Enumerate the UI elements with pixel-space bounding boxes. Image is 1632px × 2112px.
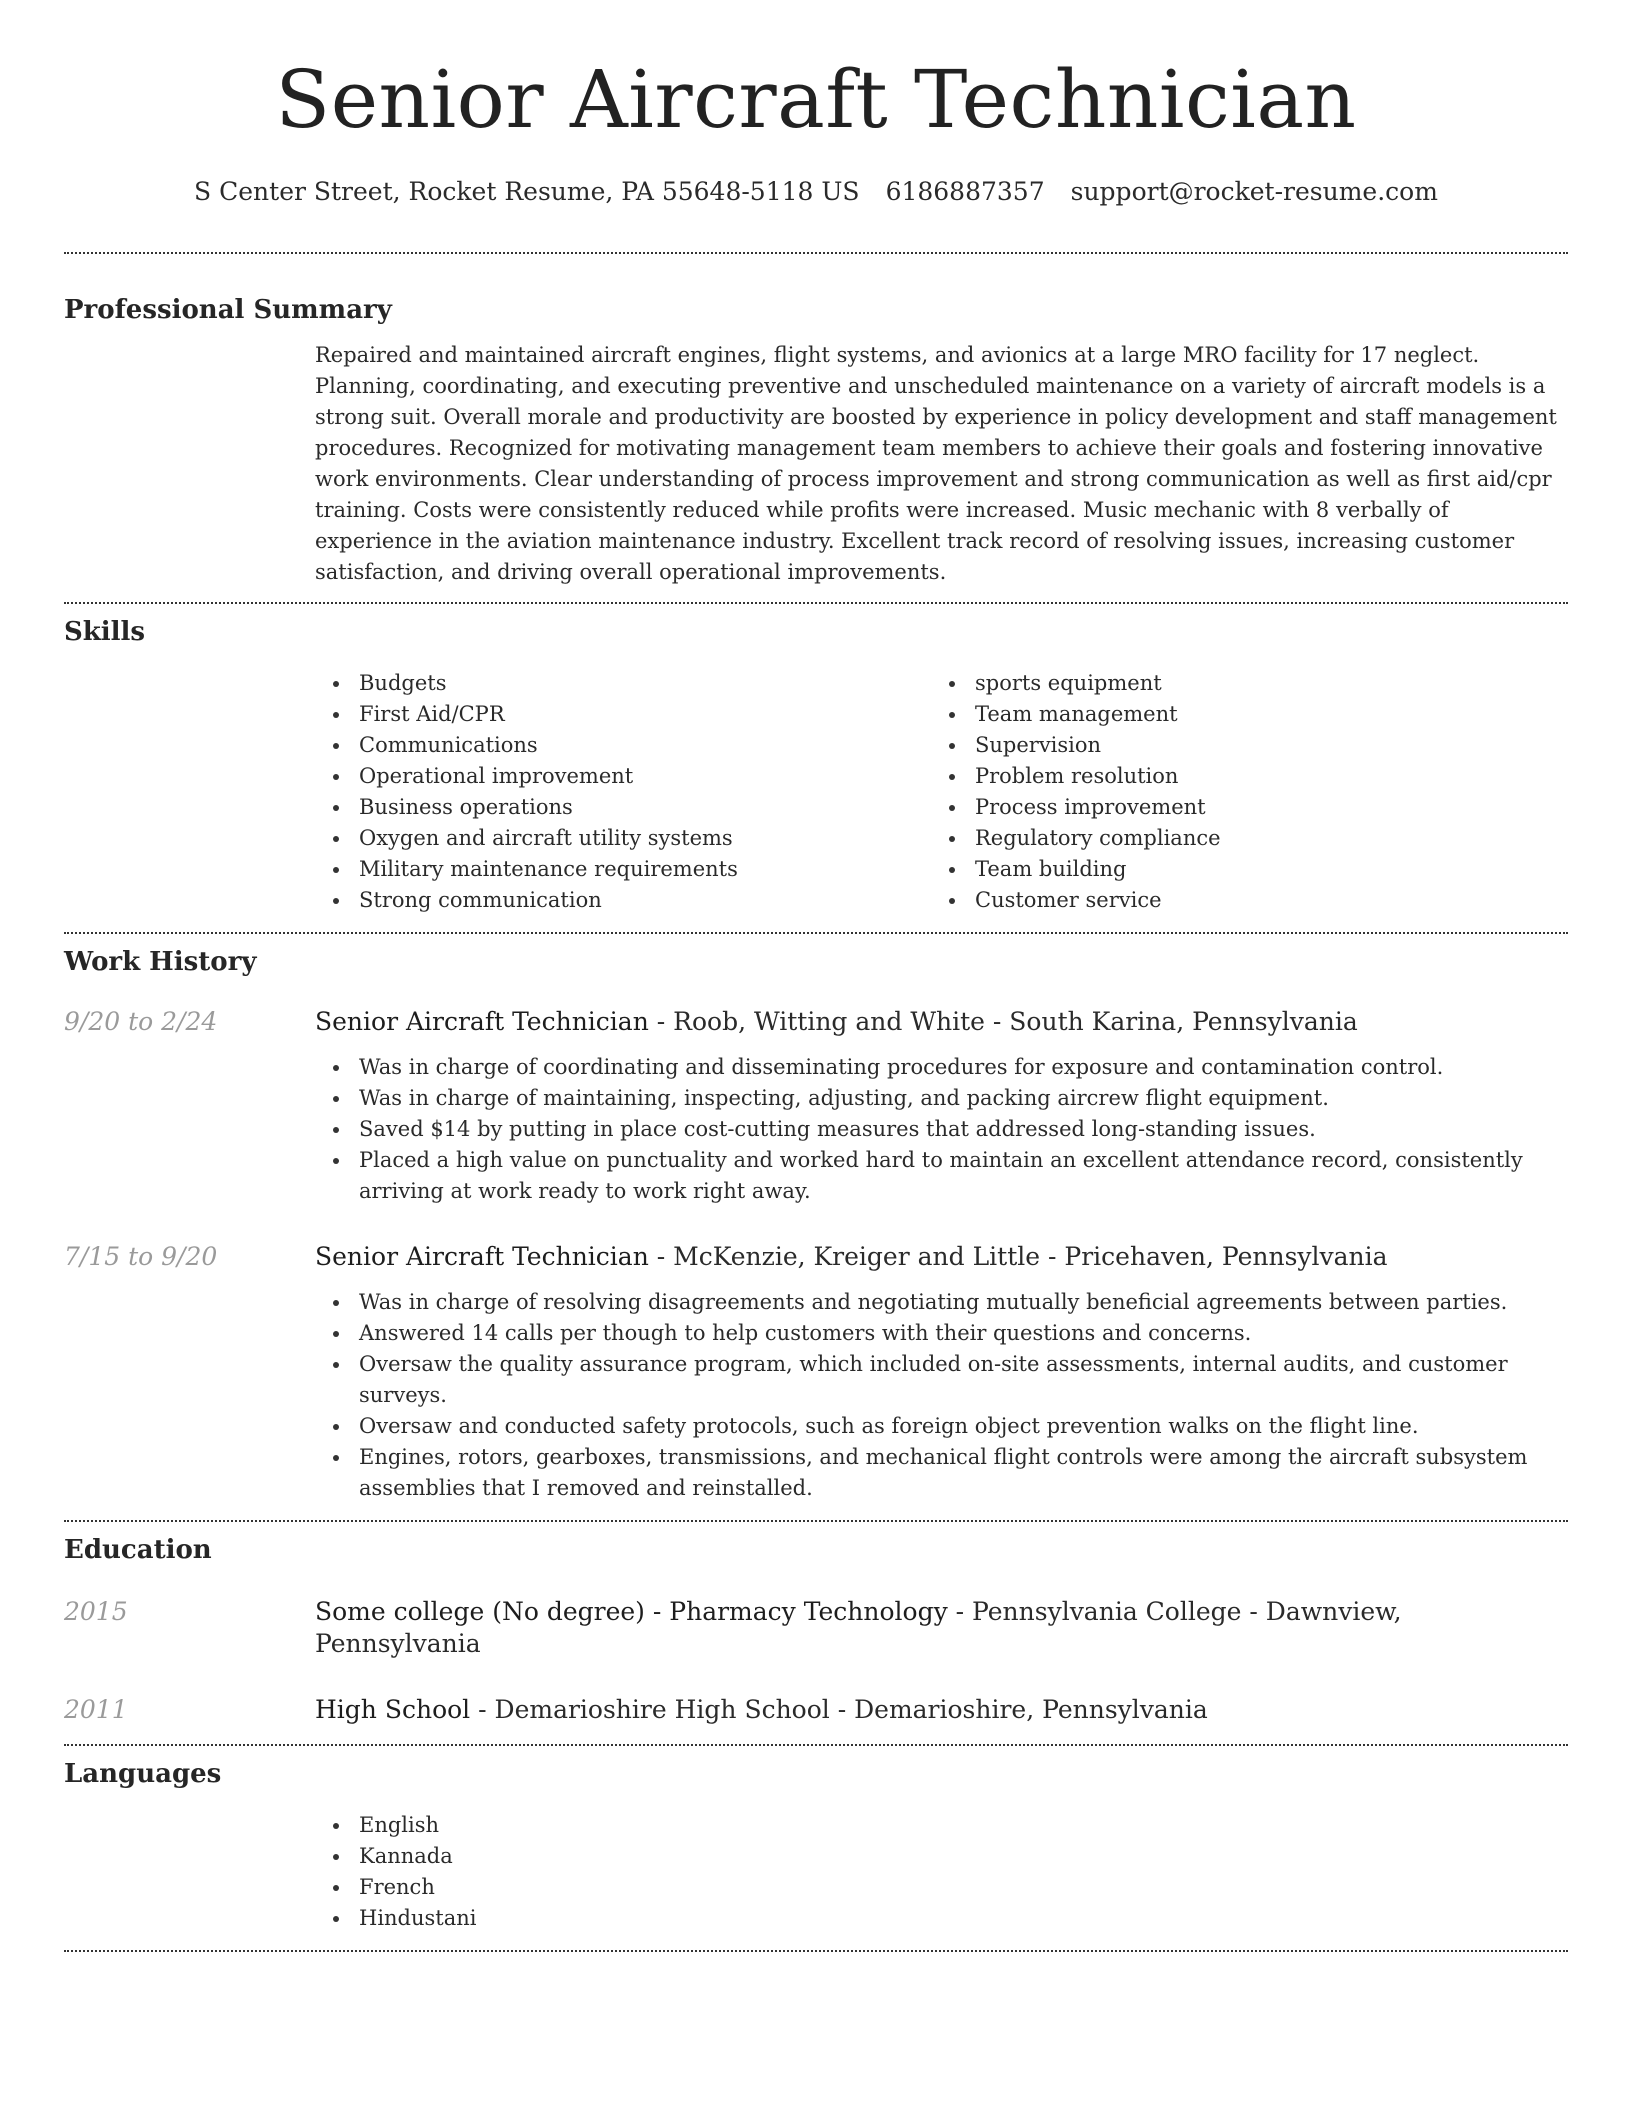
section-title-work-history: Work History bbox=[64, 947, 257, 977]
job-title-line bbox=[315, 1241, 1568, 1273]
job-title-line bbox=[315, 1006, 1568, 1038]
divider bbox=[64, 1950, 1568, 1952]
skills-list-left bbox=[315, 668, 931, 916]
language-item: Hindustani bbox=[359, 1903, 1568, 1934]
education-details: - Demarioshire High School - Demarioshire, Pennsylvania bbox=[470, 1695, 1208, 1724]
education-degree: High School bbox=[315, 1695, 471, 1724]
language-item: French bbox=[359, 1872, 1568, 1903]
section-title-skills: Skills bbox=[64, 617, 146, 647]
job-details: - Roob, Witting and White - South Karina, Pennsylvania bbox=[648, 1007, 1358, 1036]
job-bullets bbox=[315, 1287, 1568, 1504]
education-section bbox=[64, 1534, 1568, 1744]
skills-list-right bbox=[931, 668, 1547, 916]
skill-item: sports equipment bbox=[975, 668, 1547, 699]
language-item: Kannada bbox=[359, 1841, 1568, 1872]
job-bullet: Saved $14 by putting in place cost-cutting measures that addressed long-standing issues. bbox=[359, 1114, 1568, 1145]
job-bullet: Oversaw and conducted safety protocols, such as foreign object prevention walks on the flight line. bbox=[359, 1411, 1568, 1442]
skill-item: Process improvement bbox=[975, 792, 1547, 823]
skill-item: Team management bbox=[975, 699, 1547, 730]
skill-item: Supervision bbox=[975, 730, 1547, 761]
skill-item: Customer service bbox=[975, 885, 1547, 916]
skill-item: Business operations bbox=[359, 792, 931, 823]
job-bullets bbox=[315, 1052, 1568, 1207]
education-details: - Pennsylvania College - Dawnview, Pennsylvania bbox=[315, 1597, 1402, 1658]
job-position: Senior Aircraft Technician bbox=[315, 1007, 649, 1036]
job-bullet: Answered 14 calls per though to help customers with their questions and concerns. bbox=[359, 1318, 1568, 1349]
skill-item: Strong communication bbox=[359, 885, 931, 916]
language-item: English bbox=[359, 1810, 1568, 1841]
job-dates: 7/15 to 9/20 bbox=[64, 1242, 218, 1271]
education-degree: Some college (No degree) - Pharmacy Technology bbox=[315, 1597, 948, 1626]
languages-section bbox=[64, 1758, 1568, 1950]
resume-header bbox=[64, 0, 1568, 208]
job-position: Senior Aircraft Technician bbox=[315, 1242, 649, 1271]
skill-item: Communications bbox=[359, 730, 931, 761]
candidate-name: Senior Aircraft Technician bbox=[275, 53, 1357, 146]
languages-list bbox=[315, 1810, 1568, 1934]
divider bbox=[64, 252, 1568, 254]
section-title-education: Education bbox=[64, 1535, 212, 1565]
job-bullet: Oversaw the quality assurance program, which included on-site assessments, internal audits, and customer surveys. bbox=[359, 1349, 1568, 1411]
section-title-languages: Languages bbox=[64, 1759, 222, 1789]
skill-item: Problem resolution bbox=[975, 761, 1547, 792]
job-entry bbox=[64, 1241, 1568, 1504]
skills-section bbox=[64, 616, 1568, 932]
education-entry bbox=[64, 1596, 1568, 1660]
summary-text: Repaired and maintained aircraft engines, flight systems, and avionics at a large MRO facility for 17 neglect. Planning, coordinating, and executing preventive and unscheduled maintenance on a variety of aircraft models is a strong suit. Overall morale and productivity are boosted by experience in policy development and staff management procedures. Recognized for motivating management team members to achieve their goals and fostering innovative work environments. Clear understanding of process improvement and strong communication as well as first aid/cpr training. Costs were consistently reduced while profits were increased. Music mechanic with 8 verbally of experience in the aviation maintenance industry. Excellent track record of resolving issues, increasing customer satisfaction, and driving overall operational improvements. bbox=[315, 343, 1557, 584]
work-history-section bbox=[64, 946, 1568, 1520]
skill-item: First Aid/CPR bbox=[359, 699, 931, 730]
divider bbox=[64, 1744, 1568, 1746]
divider bbox=[64, 1520, 1568, 1522]
contact-phone: 6186887357 bbox=[885, 177, 1045, 206]
job-bullet: Was in charge of resolving disagreements and negotiating mutually beneficial agreements between parties. bbox=[359, 1287, 1568, 1318]
education-year: 2011 bbox=[64, 1695, 128, 1724]
divider bbox=[64, 932, 1568, 934]
skill-item: Military maintenance requirements bbox=[359, 854, 931, 885]
skill-item: Regulatory compliance bbox=[975, 823, 1547, 854]
skill-item: Oxygen and aircraft utility systems bbox=[359, 823, 931, 854]
skill-item: Operational improvement bbox=[359, 761, 931, 792]
section-title-summary: Professional Summary bbox=[64, 295, 392, 325]
skill-item: Team building bbox=[975, 854, 1547, 885]
job-bullet: Was in charge of coordinating and disseminating procedures for exposure and contamination control. bbox=[359, 1052, 1568, 1083]
summary-section bbox=[64, 294, 1568, 602]
job-details: - McKenzie, Kreiger and Little - Pricehaven, Pennsylvania bbox=[648, 1242, 1388, 1271]
job-bullet: Engines, rotors, gearboxes, transmissions, and mechanical flight controls were among the aircraft subsystem assemblies that I removed and reinstalled. bbox=[359, 1442, 1568, 1504]
job-bullet: Placed a high value on punctuality and worked hard to maintain an excellent attendance record, consistently arriving at work ready to work right away. bbox=[359, 1145, 1568, 1207]
skill-item: Budgets bbox=[359, 668, 931, 699]
job-entry bbox=[64, 1006, 1568, 1207]
job-dates: 9/20 to 2/24 bbox=[64, 1007, 218, 1036]
divider bbox=[64, 602, 1568, 604]
contact-address: S Center Street, Rocket Resume, PA 55648-5118 US bbox=[194, 177, 860, 206]
contact-email: support@rocket-resume.com bbox=[1070, 177, 1438, 206]
education-entry bbox=[64, 1694, 1568, 1726]
job-bullet: Was in charge of maintaining, inspecting, adjusting, and packing aircrew flight equipment. bbox=[359, 1083, 1568, 1114]
education-year: 2015 bbox=[64, 1597, 128, 1626]
contact-line bbox=[64, 176, 1568, 208]
